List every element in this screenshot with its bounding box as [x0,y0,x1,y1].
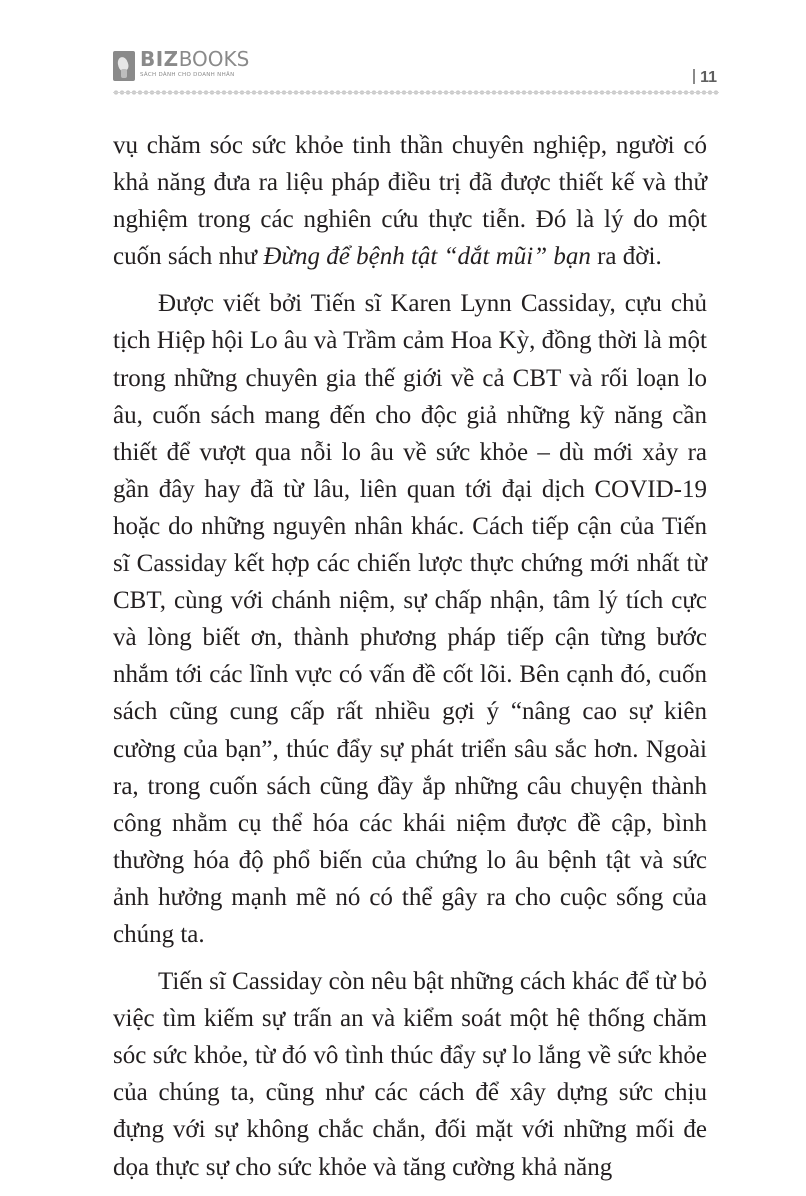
paragraph-1-text: vụ chăm sóc sức khỏe tinh thần chuyên nghiệp, người có khả năng đưa ra liệu pháp điều trị đã được thiết kế và thử nghiệm trong các nghiên cứu thực tiễn. Đó là lý do một cuốn sách như [113,132,707,271]
body-text [113,127,707,1196]
logo-brand-bold: BIZ [140,47,179,71]
paragraph-1-text-end: ra đời. [590,243,662,271]
page-header [113,49,719,99]
page-number [693,69,717,87]
page-number-separator [693,69,695,84]
bizbooks-logo-icon [113,51,135,81]
paragraph-3: Tiến sĩ Cassiday còn nêu bật những cách khác để từ bỏ việc tìm kiếm sự trấn an và kiểm soát một hệ thống chăm sóc sức khỏe, từ đó vô tình thúc đẩy sự lo lắng về sức khỏe của chúng ta, cũng như các cách để xây dựng sức chịu đựng với sự không chắc chắn, đối mặt với những mối đe dọa thực sự cho sức khỏe và tăng cường khả năng [113,968,707,1181]
logo-brand-regular: BOOKS [178,47,250,71]
publisher-logo [113,49,249,85]
book-title-italic: Đừng để bệnh tật “dắt mũi” bạn [263,243,591,271]
page-number-value: 11 [700,69,717,86]
logo-brand [140,49,249,69]
paragraph-1 [113,127,707,275]
logo-tagline: SÁCH DÀNH CHO DOANH NHÂN [140,72,235,78]
header-dotted-divider [113,90,719,95]
logo-text [140,49,249,78]
paragraph-2: Được viết bởi Tiến sĩ Karen Lynn Cassiday, cựu chủ tịch Hiệp hội Lo âu và Trầm cảm Hoa Kỳ, đồng thời là một trong những chuyên gia thế giới về cả CBT và rối loạn lo âu, cuốn sách mang đến cho độc giả những kỹ năng cần thiết để vượt qua nỗi lo âu về sức khỏe – dù mới xảy ra gần đây hay đã từ lâu, liên quan tới đại dịch COVID-19 hoặc do những nguyên nhân khác. Cách tiếp cận của Tiến sĩ Cassiday kết hợp các chiến lược thực chứng mới nhất từ CBT, cùng với chánh niệm, sự chấp nhận, tâm lý tích cực và lòng biết ơn, thành phương pháp tiếp cận từng bước nhắm tới các lĩnh vực có vấn đề cốt lõi. Bên cạnh đó, cuốn sách cũng cung cấp rất nhiều gợi ý “nâng cao sự kiên cường của bạn”, thúc đẩy sự phát triển sâu sắc hơn. Ngoài ra, trong cuốn sách cũng đầy ắp những câu chuyện thành công nhằm cụ thể hóa các khái niệm được đề cập, bình thường hóa độ phổ biến của chứng lo âu bệnh tật và sức ảnh hưởng mạnh mẽ nó có thể gây ra cho cuộc sống của chúng ta. [113,290,707,948]
